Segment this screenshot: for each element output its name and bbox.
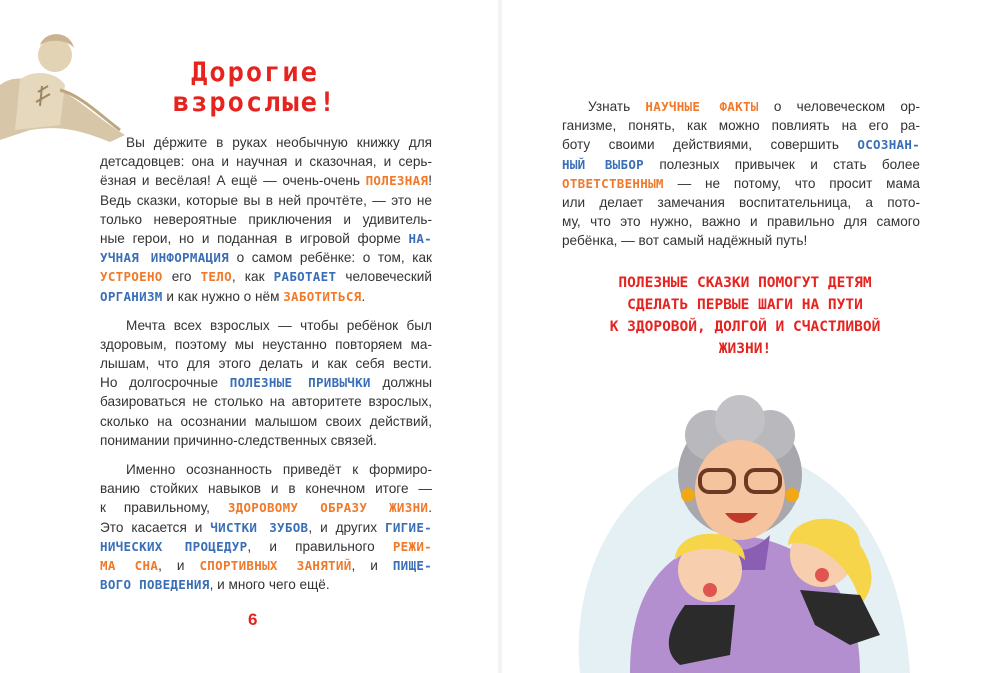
paragraph — [562, 97, 920, 251]
text-line — [100, 412, 432, 431]
text-segment: его — [162, 269, 201, 285]
text-segment: о самом ребёнке: о том, как — [229, 250, 432, 266]
paragraph — [100, 460, 432, 594]
text-segment: , и других — [308, 519, 386, 535]
page-number: 6 — [248, 610, 258, 629]
highlighted-term: НЫЙ ВЫБОР — [562, 156, 644, 172]
text-segment: , и правильного — [247, 538, 393, 554]
text-line — [100, 518, 432, 537]
highlighted-term: ОСОЗНАН- — [857, 137, 920, 153]
text-line — [100, 229, 432, 248]
statue-illustration — [0, 30, 130, 150]
text-segment: сколько на осознании малышом своих действий, — [100, 413, 432, 429]
highlighted-term: ЗДОРОВОМУ ОБРАЗУ ЖИЗНИ — [227, 500, 429, 516]
text-segment: . — [428, 500, 432, 516]
highlighted-term: НАУЧНЫЕ ФАКТЫ — [645, 99, 759, 114]
highlighted-term: ГИГИЕ- — [385, 519, 432, 535]
text-segment: Вы дéржите в руках необычную книжку для — [126, 135, 432, 150]
text-segment: понимании причинно-следственных связей. — [100, 432, 377, 448]
text-line — [100, 373, 432, 392]
text-line — [100, 575, 432, 594]
paragraph — [100, 133, 432, 306]
highlighted-term: УСТРОЕНО — [100, 269, 163, 285]
text-segment: Мечта всех взрослых — чтобы ребёнок был — [126, 317, 432, 333]
highlighted-term: ЗАБОТИТЬСЯ — [283, 288, 362, 304]
text-line — [100, 392, 432, 411]
text-line — [100, 171, 432, 190]
text-line — [562, 155, 920, 174]
text-segment: . — [361, 288, 366, 304]
highlighted-term: НА- — [408, 230, 432, 246]
highlighted-term: ТЕЛО — [200, 269, 232, 285]
text-segment: , как — [231, 269, 274, 285]
text-segment: базироваться не столько на авторитете взрослых, — [100, 394, 432, 410]
page-title: Дорогие взрослые! — [172, 57, 338, 118]
text-segment: только невероятные приключения и удивитель- — [100, 211, 432, 227]
text-line — [100, 354, 432, 373]
text-segment: человеческий — [336, 269, 432, 285]
continuation-text — [562, 97, 920, 251]
text-segment: Это касается и — [100, 519, 211, 535]
highlighted-term: ПОЛЕЗНАЯ — [365, 173, 429, 189]
highlighted-term: РЕЖИ- — [392, 538, 432, 554]
callout-text: ПОЛЕЗНЫЕ СКАЗКИ ПОМОГУТ ДЕТЯМ СДЕЛАТЬ ПЕРВЫЕ ШАГИ НА ПУТИ К ЗДОРОВОЙ, ДОЛГОЙ И СЧАСТЛИВОЙ ЖИЗНИ! — [609, 275, 881, 357]
text-line — [100, 316, 432, 335]
text-line — [100, 460, 432, 479]
text-segment: Ведь сказки, которые вы в ней прочтёте, — это не — [100, 192, 432, 208]
text-line — [100, 537, 432, 556]
text-segment: — не потому, что просит мама — [663, 175, 920, 191]
text-segment: о человеческом ор- — [758, 99, 920, 114]
text-segment: здоровым, поэтому мы неустанно повторяем ма- — [100, 336, 432, 352]
text-segment: ганизме, понять, как можно повлиять на его ра- — [562, 118, 920, 134]
text-segment: боту своими действиями, совершить — [562, 137, 858, 153]
text-segment: ! — [428, 173, 432, 189]
text-line — [100, 152, 432, 171]
paragraph — [100, 316, 432, 450]
text-line — [100, 210, 432, 229]
text-segment: к правильному, — [100, 500, 228, 516]
text-segment: лышам, что для этого делать и как себя вести. — [100, 356, 432, 372]
text-segment: Но долгосрочные — [100, 375, 230, 391]
grandma-children-illustration — [560, 395, 920, 673]
text-line — [562, 231, 920, 250]
text-segment: ёзная и весёлая! А ещё — очень-очень — [100, 173, 366, 189]
highlighted-term: УЧНАЯ ИНФОРМАЦИЯ — [100, 250, 230, 266]
text-line — [562, 193, 920, 212]
text-line — [562, 116, 920, 135]
highlighted-term: ОТВЕТСТВЕННЫМ — [562, 175, 664, 191]
text-segment: Именно осознанность приведёт к формиро- — [126, 462, 432, 477]
text-segment: , и — [158, 557, 200, 573]
highlighted-term: СПОРТИВНЫХ ЗАНЯТИЙ — [199, 557, 352, 573]
text-segment: ные герои, но и поданная в игровой форме — [100, 230, 409, 246]
text-line — [100, 556, 432, 575]
text-line — [100, 335, 432, 354]
text-segment: , и много чего ещё. — [209, 577, 330, 593]
text-line — [100, 431, 432, 450]
text-segment: ванию стойких навыков и в конечном итоге — — [100, 481, 432, 497]
intro-text — [100, 133, 432, 594]
text-segment: и как нужно о нём — [162, 288, 284, 304]
text-line — [100, 133, 432, 152]
text-segment: детсадовцев: она и научная и сказочная, и серь- — [100, 154, 432, 170]
text-line — [100, 248, 432, 267]
text-segment: ребёнка, — вот самый надёжный путь! — [562, 233, 808, 249]
highlighted-term: МА СНА — [100, 557, 159, 573]
text-segment: Узнать — [588, 99, 646, 114]
highlighted-term: ОРГАНИЗМ — [100, 288, 163, 304]
text-segment: полезных привычек и стать более — [643, 156, 920, 172]
highlighted-term: ЧИСТКИ ЗУБОВ — [210, 519, 309, 535]
highlighted-term: ПИЩЕ- — [392, 557, 432, 573]
highlighted-term: РАБОТАЕТ — [273, 269, 337, 285]
text-line — [100, 191, 432, 210]
text-line — [100, 498, 432, 517]
text-line — [562, 135, 920, 154]
highlighted-term: ПОЛЕЗНЫЕ ПРИВЫЧКИ — [229, 375, 371, 391]
text-segment: , и — [351, 557, 393, 573]
text-line — [562, 212, 920, 231]
text-segment: или делает замечания воспитательница, а пото- — [562, 194, 920, 210]
text-line — [562, 97, 920, 116]
text-segment: должны — [370, 375, 432, 391]
highlighted-term: ВОГО ПОВЕДЕНИЯ — [100, 577, 210, 593]
text-line — [100, 267, 432, 286]
highlighted-term: НИЧЕСКИХ ПРОЦЕДУР — [100, 538, 248, 554]
text-line — [562, 174, 920, 193]
text-line — [100, 479, 432, 498]
text-line — [100, 287, 432, 306]
text-segment: му, что это нужно, важно и правильно для самого — [562, 214, 920, 230]
